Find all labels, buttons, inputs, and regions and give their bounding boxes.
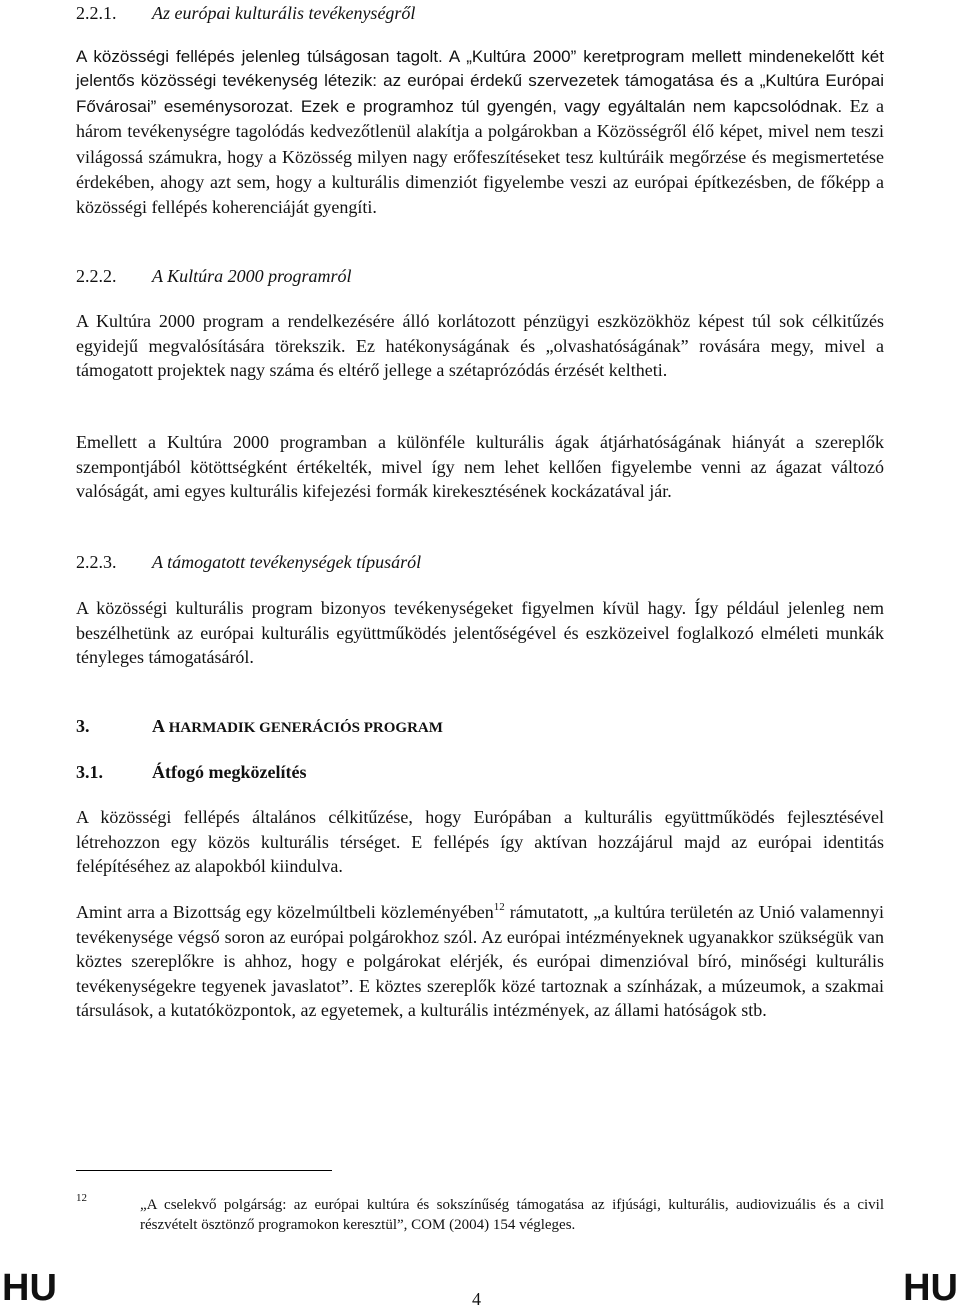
heading-2-2-2 <box>76 264 352 288</box>
paragraph: A közösségi kulturális program bizonyos tevékenységeket figyelmen kívül hagy. Így például jelenleg nem beszélhetünk az európai kulturális együttműködés jelentőségével és eszközeivel foglalkozó elméleti munkák tényleges támogatásáról. <box>76 598 884 668</box>
heading-title: A Kultúra 2000 programról <box>152 266 352 286</box>
paragraph-with-footnote <box>76 900 884 1023</box>
footnote-separator <box>76 1170 332 1171</box>
paragraph-part: Amint arra a Bizottság egy közelmúltbeli közleményében <box>76 902 494 922</box>
footnote-number: 12 <box>76 1192 87 1204</box>
heading-2-2-1 <box>76 1 415 25</box>
paragraph-intro <box>76 45 884 221</box>
language-code-left: HU <box>2 1267 57 1309</box>
paragraph: A közösségi fellépés általános célkitűzése, hogy Európában a kulturális együttműködés fejlesztésével létrehozzon egy közös kulturális térséget. E fellépés így aktívan hozzájárul majd az európai identitás felépítéséhez az alapokból kiindulva. <box>76 807 884 877</box>
heading-title: A támogatott tevékenységek típusáról <box>152 552 422 572</box>
heading-number: 3.1. <box>76 762 103 782</box>
footnote-reference[interactable]: 12 <box>493 901 505 913</box>
paragraph: Emellett a Kultúra 2000 programban a különféle kulturális ágak átjárhatóságának hiányát a szereplők szempontjából kötöttségként értékelték, mivel így nem lehet kellően figyelembe venni az ágazat változó valóságát, ami egyes kulturális kifejezési formák kirekesztésének kockázatával jár. <box>76 432 884 502</box>
heading-title-cap: A <box>152 716 165 736</box>
footnote-text: „A cselekvő polgárság: az európai kultúra és sokszínűség támogatása az ifjúsági, kulturális, audiovizuális és a civil részvételt ösztönző programokon keresztül”, COM (2004) 154 végleges. <box>140 1197 884 1233</box>
heading-title: Átfogó megközelítés <box>152 762 307 782</box>
paragraph-part: rámutatott, „a kultúra területén az Unió valamennyi tevékenysége végső soron az európai polgárokhoz szól. Az európai intézményeknek ugyanakkor szükségük van köztes szereplőkre is ahhoz, hogy e polgárokat elérjék, és európai dimenzióval bíró, minőségi kulturális tevékenységekre tegyenek javaslatot”. E köztes szereplők közé tartoznak a színházak, a múzeumok, a szakmai társulások, a kutatóközpontok, az egyetemek, a kulturális intézmények, az állami hatóságok stb. <box>76 902 884 1021</box>
heading-title-rest: HARMADIK GENERÁCIÓS PROGRAM <box>165 720 443 736</box>
paragraph-part: Ez a három tevékenységre tagolódás kedvezőtlenül alakítja a polgárokban a Közösségről élő képet, mivel nem teszi világossá számukra, hogy a Közösség milyen nagy erőfeszítéseket tesz kultúráik megőrzése és megismertetése érdekében, ahogy azt sem, hogy a kulturális dimenziót figyelembe veszi az európai építkezésben, de főképp a közösségi fellépés koherenciáját gyengíti. <box>76 95 884 218</box>
heading-3 <box>76 714 443 740</box>
page-number: 4 <box>472 1289 481 1309</box>
language-code-right: HU <box>903 1267 958 1309</box>
heading-title: Az európai kulturális tevékenységről <box>152 3 416 23</box>
heading-2-2-3 <box>76 550 421 574</box>
paragraph: A Kultúra 2000 program a rendelkezésére álló korlátozott pénzügyi eszközökhöz képest túl sok célkitűzés egyidejű megvalósítására törekszik. Ez hatékonyságának és „olvashatóságának” rovására megy, mivel a támogatott projektek nagy száma és eltérő jellege a szétaprózódás érzését keltheti. <box>76 311 884 381</box>
heading-number: 2.2.2. <box>76 266 117 286</box>
paragraph-part: A közösségi fellépés jelenleg túlságosan tagolt. A „Kultúra 2000” keretprogram mellett mindenekelőtt két jelentős közösségi tevékenység létezik: az európai érdekű szervezetek támogatása és a „Kultúra Európai Fővárosai” eseménysorozat. Ezek e programhoz túl gyengén, vagy egyáltalán nem kapcsolódnak. <box>76 47 884 116</box>
heading-number: 2.2.3. <box>76 552 117 572</box>
heading-number: 2.2.1. <box>76 3 117 23</box>
heading-number: 3. <box>76 716 90 736</box>
heading-3-1 <box>76 760 306 784</box>
